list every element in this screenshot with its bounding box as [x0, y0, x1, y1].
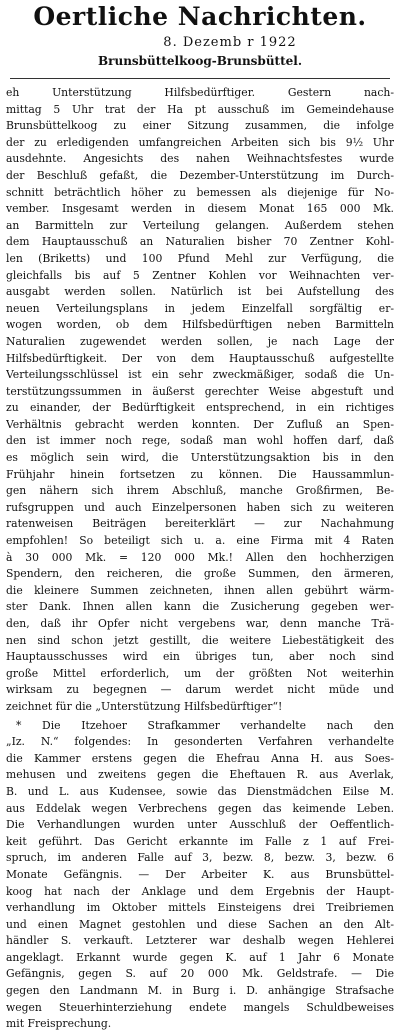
text-line: der zu erledigenden umfangreichen Arbeiten sich bis 9½ Uhr [6, 135, 394, 149]
text-line: die kleinere Summen zeichneten, ihnen allen gebührt wärm- [6, 583, 394, 597]
text-line: angeklagt. Erkannt wurde gegen K. auf 1 Jahr 6 Monate [6, 950, 394, 964]
text-line: Gefängnis, gegen S. auf 20 000 Mk. Geldstrafe. — Die [6, 967, 394, 981]
text-line: und einen Magnet gestohlen und diese Sachen an den Alt- [6, 917, 394, 931]
text-line: terstützungssummen in äußerst gerechter Weise abgestuft und [6, 384, 394, 398]
text-line: à 30 000 Mk. = 120 000 Mk.! Allen den hochherzigen [6, 550, 394, 564]
text-line: Naturalien zugewendet werden sollen, je nach Lage der [6, 334, 394, 348]
article-strafkammer [6, 718, 394, 1033]
text-line: mit Freisprechung. [6, 1017, 112, 1031]
text-line: * Die Itzehoer Strafkammer verhandelte nach den [16, 718, 394, 732]
section-masthead: Oertliche Nachrichten. [33, 2, 367, 31]
text-line: verhandlung im Oktober mittels Einsteigens drei Treibriemen [6, 901, 394, 915]
text-line: len (Briketts) und 100 Pfund Mehl zur Verfügung, die [6, 251, 394, 265]
text-line: Verhältnis gebracht werden konnten. Der Zufluß an Spen- [6, 417, 394, 431]
text-line: zeichnet für die „Unterstützung Hilfsbedürftiger“! [6, 699, 283, 713]
text-line: es möglich sein wird, die Unterstützungsaktion bis in den [6, 451, 394, 465]
text-line: ster Dank. Ihnen allen kann die Zusicherung gegeben wer- [6, 600, 394, 614]
text-line: den ist immer noch rege, sodaß man wohl hoffen darf, daß [6, 434, 394, 448]
text-line: Die Verhandlungen wurden unter Ausschluß der Oeffentlich- [6, 818, 394, 832]
text-line: große Mittel erforderlich, um der größten Not weiterhin [6, 666, 394, 680]
text-line: dem Hauptausschuß an Naturalien bisher 70 Zentner Kohl- [6, 235, 394, 249]
text-line: gleichfalls bis auf 5 Zentner Kohlen vor Weihnachten ver- [6, 268, 394, 282]
text-line: empfohlen! So beteiligt sich u. a. eine Firma mit 4 Raten [6, 534, 394, 548]
place-heading: Brunsbüttelkoog-Brunsbüttel. [98, 54, 302, 68]
text-line: ratenweisen Beiträgen bereiterklärt — zur Nachahmung [6, 517, 394, 531]
text-line: keit geführt. Das Gericht erkannte im Falle z 1 auf Frei- [6, 834, 394, 848]
text-line: händler S. verkauft. Letzterer war deshalb wegen Hehlerei [6, 934, 394, 948]
text-line: mittag 5 Uhr trat der Ha pt ausschuß im Gemeindehause [6, 102, 394, 116]
text-line: vember. Insgesamt werden in diesem Monat 165 000 Mk. [6, 202, 394, 216]
text-line: die Kammer erstens gegen die Ehefrau Anna H. aus Soes- [6, 751, 394, 765]
text-line: nen sind schon jetzt gestillt, die weitere Liebestätigkeit des [6, 633, 394, 647]
text-line: Brunsbüttelkoog zu einer Sitzung zusammen, die infolge [6, 119, 394, 133]
text-line: mehusen und zweitens gegen die Eheftauen R. aus Averlak, [6, 768, 394, 782]
text-line: spruch, im anderen Falle auf 3, bezw. 8, bezw. 3, bezw. 6 [6, 851, 394, 865]
text-line: Frühjahr hinein fortsetzen zu können. Die Haussammlun- [6, 467, 394, 481]
text-line: koog hat nach der Anklage und dem Ergebnis der Haupt- [6, 884, 394, 898]
text-line: schnitt beträchtlich höher zu bemessen als diejenige für No- [6, 185, 394, 199]
text-line: eh Unterstützung Hilfsbedürftiger. Gestern nach- [6, 86, 394, 99]
text-line: gegen den Landmann M. in Burg i. D. anhängige Strafsache [6, 984, 394, 998]
text-line: „Iz. N.“ folgendes: In gesonderten Verfahren verhandelte [6, 735, 394, 749]
text-line: gen nähern sich ihrem Abschluß, manche Großfirmen, Be- [6, 484, 394, 498]
text-line: Hilfsbedürftigkeit. Der von dem Hauptausschuß aufgestellte [6, 351, 394, 365]
text-line: den, daß ihr Opfer nicht vergebens war, denn manche Trä- [6, 617, 394, 630]
text-line: der Beschluß gefaßt, die Dezember-Unterstützung im Durch- [6, 168, 394, 182]
text-line: Verteilungsschlüssel ist ein sehr zweckmäßiger, sodaß die Un- [6, 368, 394, 382]
text-line: neuen Verteilungsplans in jedem Einzelfall sorgfältig er- [6, 301, 394, 315]
text-line: Spendern, den reicheren, die große Summen, den ärmeren, [6, 567, 394, 581]
text-line: rufsgruppen und auch Einzelpersonen haben sich zu weiteren [6, 500, 394, 514]
text-line: zu einander, der Bedürftigkeit entsprechend, in ein richtiges [6, 401, 394, 415]
text-line: aus Eddelak wegen Verbrechens gegen das keimende Leben. [6, 801, 394, 815]
text-line: an Barmitteln zur Verteilung gelangen. Außerdem stehen [6, 218, 394, 232]
text-line: wirksam zu begegnen — darum werdet nicht müde und [6, 683, 394, 697]
text-line: ausdehnte. Angesichts des nahen Weihnachtsfestes wurde [6, 152, 394, 166]
text-line: wegen Steuerhinterziehung endete mangels Schuldbeweises [6, 1000, 394, 1014]
dateline: 8. Dezemb r 1922 [163, 35, 297, 50]
text-line: ausgabt werden sollen. Natürlich ist bei Aufstellung des [6, 285, 394, 299]
article-unterstuetzung [6, 85, 394, 716]
text-line: B. und L. aus Kudensee, sowie das Dienstmädchen Eilse M. [6, 784, 394, 798]
text-line: Monate Gefängnis. — Der Arbeiter K. aus Brunsbüttel- [6, 867, 394, 881]
text-line: Hauptausschusses wird ein übriges tun, aber noch sind [6, 650, 394, 664]
heading-divider [10, 78, 390, 79]
text-line: wogen worden, ob dem Hilfsbedürftigen neben Barmitteln [6, 318, 394, 332]
